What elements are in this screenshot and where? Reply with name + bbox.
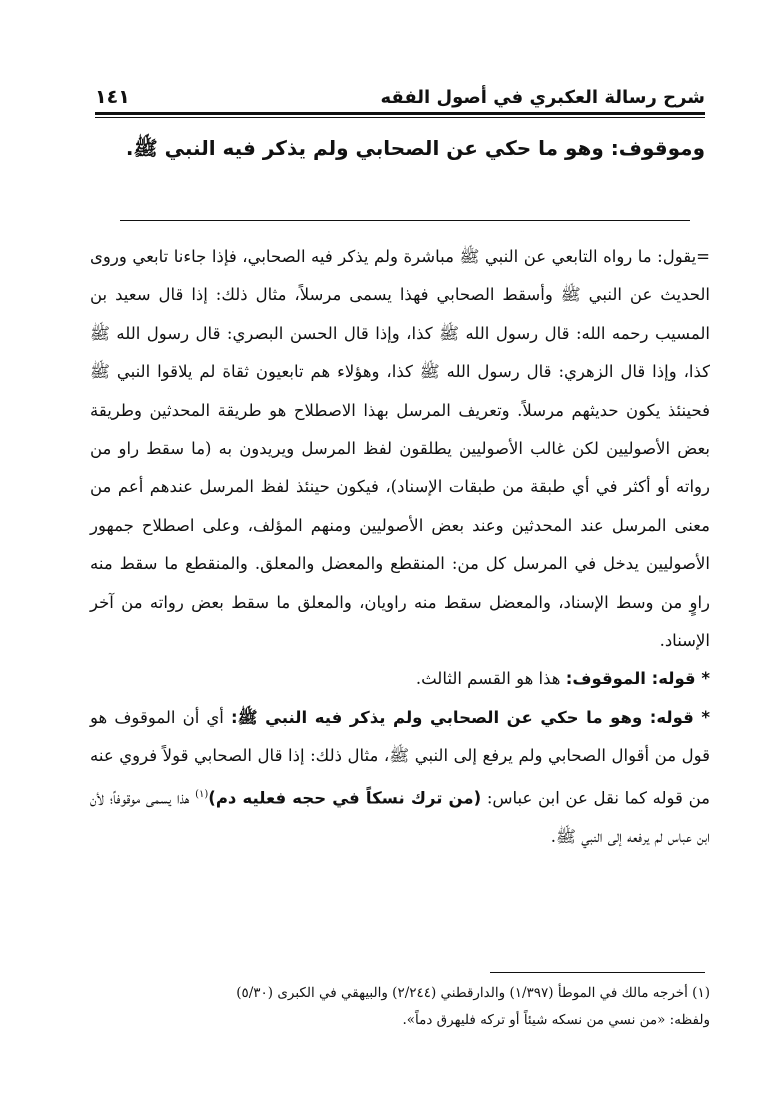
commentary-paragraph: =يقول: ما رواه التابعي عن النبي ﷺ مباشرة ولم يذكر فيه الصحابي، فإذا جاءنا تابعي وروى الحديث عن النبي ﷺ وأسقط الصحابي فهذا يسمى مرسلاً، مثال ذلك: إذا قال سعيد بن المسيب رحمه الله: قال رسول الله ﷺ كذا، وإذا قال الحسن البصري: قال رسول الله ﷺ كذا، وإذا قال الزهري: قال رسول الله ﷺ كذا، وهؤلاء هم تابعيون ثقاة لم يلاقوا النبي ﷺ فحينئذ يكون حديثهم مرسلاً. وتعريف المرسل بهذا الاصطلاح هو طريقة المحدثين وطريقة بعض الأصوليين لكن غالب الأصوليين يطلقون لفظ المرسل ويريدون به (ما سقط راو من رواته أو أكثر في أي طبقة من طبقات الإسناد)، فيكون حينئذ لفظ المرسل عندهم أعم من معنى المرسل عند المحدثين وعند بعض الأصوليين ومنهم المؤلف، وعلى اصطلاح جمهور الأصوليين يدخل في المرسل كل من: المنقطع والمعضل والمعلق. والمنقطع ما سقط منه راوٍ من وسط الإسناد، والمعضل سقط منه راويان، والمعلق ما سقط بعض رواته من آخر الإسناد. <box>90 247 710 651</box>
running-header <box>95 78 705 108</box>
footnote-line: (١) أخرجه مالك في الموطأ (١/٣٩٧) والدارقطني (٢/٢٤٤) والبيهقي في الكبرى (٥/٣٠) <box>236 985 710 1001</box>
book-title: شرح رسالة العكبري في أصول الفقه <box>380 87 705 108</box>
matn-text: وموقوف: وهو ما حكي عن الصحابي ولم يذكر فيه النبي ﷺ. <box>125 136 705 160</box>
item-text: أي أن الموقوف هو قول من أقوال الصحابي ولم يرفع إلى النبي ﷺ، مثال ذلك: إذا قال الصحابي قولاً فروي عنه من قوله كما نقل عن ابن عباس: <box>90 707 711 808</box>
item-label: * قوله: الموقوف: <box>565 669 710 689</box>
commentary-item-definition <box>90 699 710 856</box>
ibn-abbas-quote: (من ترك نسكاً في حجه فعليه دم) <box>208 788 482 808</box>
commentary-body <box>90 238 710 856</box>
footnote-rule <box>490 972 705 973</box>
commentary-item-mawquf <box>90 660 710 698</box>
item-text: هذا هو القسم الثالث. <box>415 669 566 689</box>
section-separator <box>120 220 690 221</box>
page-number: ١٤١ <box>95 86 130 108</box>
header-rule-thick <box>95 112 705 115</box>
footnote-reference: (١) <box>195 788 209 800</box>
item-label: * قوله: وهو ما حكي عن الصحابي ولم يذكر فيه النبي ﷺ: <box>230 707 710 727</box>
footnote-line: ولفظه: «من نسي من نسكه شيئاً أو تركه فليهرق دماً». <box>402 1012 710 1028</box>
footnote <box>90 980 710 1034</box>
header-rule-thin <box>95 117 705 118</box>
item-text: هذا يسمى موقوفاً؛ لأن ابن عباس لم يرفعه إلى النبي ﷺ. <box>90 788 710 846</box>
